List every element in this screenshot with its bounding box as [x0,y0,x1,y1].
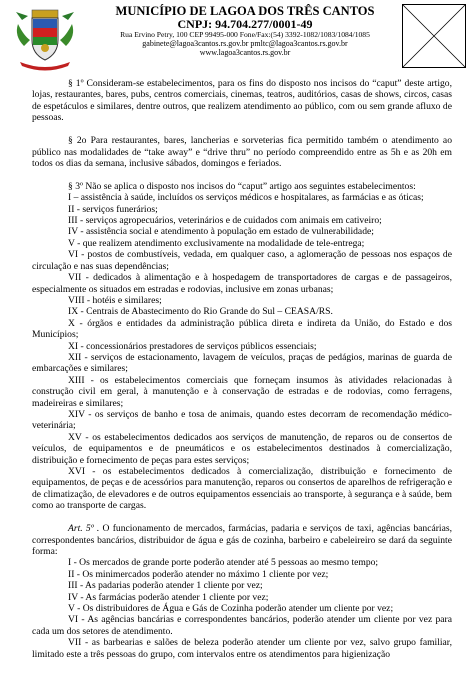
list-item: X - órgãos e entidades da administração pública direta e indireta da União, do Estado e dos Municípios; [32,317,452,341]
article-5-text: O funcionamento de mercados, farmácias, padaria e serviços de taxi, agências bancárias, correspondentes bancários, distribuidor de água e gás de cozinha, barbeiro e cabeleireiro se dará da seguinte forma: [32,523,452,557]
list-item: XI - concessionários prestadores de serviços públicos essenciais; [68,340,317,352]
list-item: I - Os mercados de grande porte poderão atender até 5 pessoas ao mesmo tempo; [68,557,379,569]
address-line: Rua Ervino Petry, 100 CEP 99495-000 Fone/Fax:(54) 3392-1082/1083/1084/1085 [120,30,370,40]
list-item: XIV - os serviços de banho e tosa de animais, quando estes decorram de recomendação médico-veterinária; [32,408,452,432]
list-item: V - Os distribuidores de Água e Gás de Cozinha poderão atender um cliente por vez; [68,602,394,614]
paragraph-3-intro: § 3º Não se aplica o disposto nos incisos do “caput” artigo aos seguintes estabelecimentos: [68,180,416,192]
municipality-name: MUNICÍPIO DE LAGOA DOS TRÊS CANTOS [115,4,375,18]
cnpj-number: CNPJ: 94.704.277/0001-49 [177,17,313,31]
list-item: VI - As agências bancárias e correspondentes bancários, poderão atender um cliente por vez para cada um dos setores de atendimento. [32,614,452,637]
paragraph-2: § 2o Para restaurantes, bares, lancherias e sorveterias fica permitido também o atendimento ao público nas modalidades de “take away” e “drive thru” no período compreendido entre as 5h e as 20h em todos os dias da semana, inclusive sábados, domingos e feriados. [32,135,452,169]
list-item: XIII - os estabelecimentos comerciais que forneçam insumos às atividades relacionadas à construção civil em geral, à manutenção e à conservação de estradas e de rodovias, como ferragens, madeireiras e similares; [32,374,452,409]
list-item: IV - assistência social e atendimento à população em estado de vulnerabilidade; [68,226,374,238]
list-item: VII - dedicados à alimentação e à hospedagem de transportadores de cargas e de passageiros, especialmente os situados em estradas e rodovias, inclusive em zonas urbanas; [32,272,452,295]
list-item: IX - Centrais de Abastecimento do Rio Grande do Sul – CEASA/RS. [68,306,333,318]
list-item: XV - os estabelecimentos dedicados aos serviços de manutenção, de reparos ou de consertos de veículos, de equipamentos e de pneumáticos e os estabelecimentos destinados à comercialização, distribuição e fornecimento de peças para estes serviços; [32,431,452,466]
list-item: III - serviços agropecuários, veterinários e de cuidados com animais em cativeiro; [68,215,382,227]
list-item: XVI - os estabelecimentos dedicados à comercialização, distribuição e fornecimento de equipamentos, de peças e de acessórios para manutenção, reparos ou consertos de aparelhos de refrigeração e de climatização, de elevadores e de outros equipamentos essenciais ao transporte, à segurança e à saúde, bem como ao transporte de cargas. [32,466,452,512]
list-item: V - que realizem atendimento exclusivamente na modalidade de tele-entrega; [68,237,365,249]
list-item: I – assistência à saúde, incluídos os serviços médicos e hospitalares, as farmácias e as óticas; [68,192,424,204]
list-item: VII - as barbearias e salões de beleza poderão atender um cliente por vez, salvo grupo familiar, limitado este a três pessoas do grupo, com intervalos entre os atendimentos para higienização [32,637,452,660]
list-item: II - serviços funerários; [68,203,158,215]
article-5-label: Art. 5º . [68,523,100,535]
email-line: gabinete@lagoa3cantos.rs.gov.br pmltc@lagoa3cantos.rs.gov.br [142,38,348,48]
document-body [32,78,452,660]
article-5-paragraph [32,523,452,557]
municipal-coat-of-arms-icon [10,6,80,72]
list-item: III - As padarias poderão atender 1 cliente por vez; [68,580,263,592]
list-item: VI - postos de combustíveis, vedada, em qualquer caso, a aglomeração de pessoas nos espaços de circulação e nas suas dependências; [32,249,452,272]
crossed-box-icon [402,4,466,68]
website-line: www.lagoa3cantos.rs.gov.br [199,47,291,57]
list-item: XII - serviços de estacionamento, lavagem de veículos, praças de pedágios, marinas de guarda de embarcações e similares; [32,351,452,375]
paragraph-1: § 1º Consideram-se estabelecimentos, para os fins do disposto nos incisos do “caput” deste artigo, lojas, restaurantes, bares, pubs, centros comerciais, cinemas, teatros, auditórios, casas de shows, circos, casas de espetáculos e similares, dentre outros, que realizem atendimento ao público, com ou sem grande afluxo de pessoas. [32,78,452,124]
list-item: II - Os minimercados poderão atender no máximo 1 cliente por vez; [68,568,329,580]
letterhead [96,4,394,58]
list-item: VIII - hotéis e similares; [68,294,162,306]
list-item: IV - As farmácias poderão atender 1 cliente por vez; [68,591,269,603]
